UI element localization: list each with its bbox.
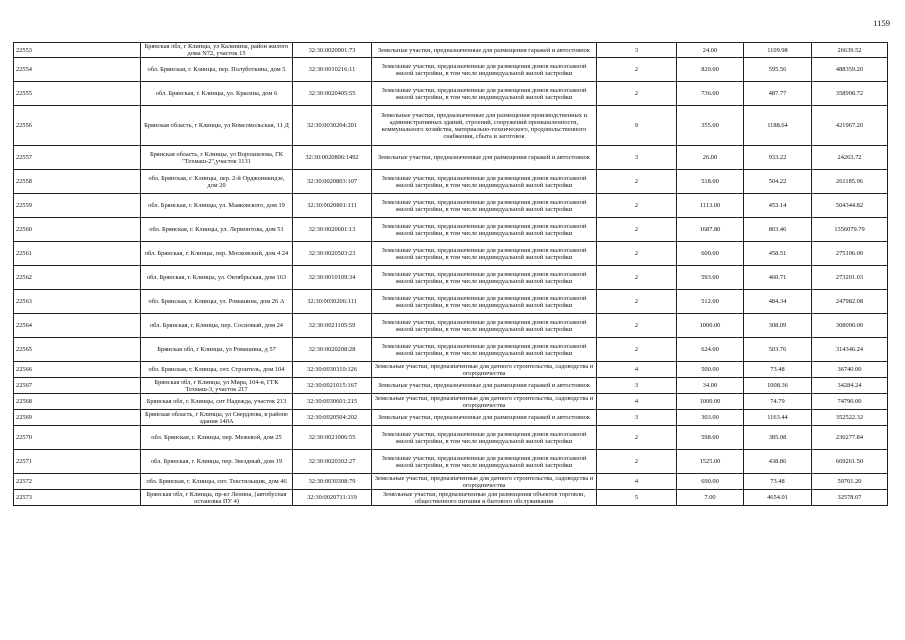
- area-cell: 1000.00: [677, 314, 744, 338]
- permitted-use-cell: Земельные участки, предназначенные для дачного строительства, садоводства и огородничества: [372, 474, 597, 490]
- cadastral-number-cell: 32:30:0010216:11: [293, 58, 372, 82]
- cadastral-number-cell: 32:30:0020803:107: [293, 170, 372, 194]
- permitted-use-cell: Земельные участки, предназначенные для размещения домов малоэтажной жилой застройки, в том числе индивидуальной жилой застройки: [372, 82, 597, 106]
- table-row: [14, 194, 888, 218]
- address-cell: обл. Брянская, г. Клинцы, ул. Красина, дом 6: [141, 82, 293, 106]
- table-row: [14, 58, 888, 82]
- address-cell: обл. Брянская, г. Клинцы, пер. Московский, дом 4 24: [141, 242, 293, 266]
- row-number-cell: 22556: [14, 106, 141, 146]
- area-cell: 598.00: [677, 426, 744, 450]
- permitted-use-cell: Земельные участки, предназначенные для размещения гаражей и автостоянок: [372, 378, 597, 394]
- area-cell: 355.00: [677, 106, 744, 146]
- specific-value-cell: 453.14: [744, 194, 812, 218]
- cadastral-number-cell: 32:30:0020504:202: [293, 410, 372, 426]
- specific-value-cell: 308.09: [744, 314, 812, 338]
- cadastral-value-cell: 32578.07: [812, 490, 888, 506]
- row-number-cell: 22554: [14, 58, 141, 82]
- use-group-cell: 2: [597, 338, 677, 362]
- row-number-cell: 22563: [14, 290, 141, 314]
- specific-value-cell: 460.71: [744, 266, 812, 290]
- cadastral-value-cell: 488359.20: [812, 58, 888, 82]
- cadastral-value-cell: 24263.72: [812, 146, 888, 170]
- address-cell: обл. Брянская, г. Клинцы, пер. Полуботкина, дом 5: [141, 58, 293, 82]
- use-group-cell: 9: [597, 106, 677, 146]
- cadastral-value-cell: 275106.00: [812, 242, 888, 266]
- cadastral-value-cell: 34284.24: [812, 378, 888, 394]
- area-cell: 26.00: [677, 146, 744, 170]
- address-cell: обл. Брянская, г. Клинцы, ул. Маяковского, дом 19: [141, 194, 293, 218]
- permitted-use-cell: Земельные участки, предназначенные для размещения объектов торговли, общественного питания и бытового обслуживания: [372, 490, 597, 506]
- table-row: [14, 394, 888, 410]
- use-group-cell: 2: [597, 58, 677, 82]
- area-cell: 593.00: [677, 266, 744, 290]
- specific-value-cell: 1008.36: [744, 378, 812, 394]
- cadastral-number-cell: 32:30:0020801:111: [293, 194, 372, 218]
- specific-value-cell: 1188.64: [744, 106, 812, 146]
- permitted-use-cell: Земельные участки, предназначенные для размещения домов малоэтажной жилой застройки, в том числе индивидуальной жилой застройки: [372, 314, 597, 338]
- cadastral-number-cell: 32:30:0020503:23: [293, 242, 372, 266]
- use-group-cell: 2: [597, 242, 677, 266]
- use-group-cell: 3: [597, 146, 677, 170]
- area-cell: 1687.80: [677, 218, 744, 242]
- use-group-cell: 2: [597, 82, 677, 106]
- specific-value-cell: 73.48: [744, 474, 812, 490]
- table-row: [14, 378, 888, 394]
- cadastral-number-cell: 32:30:0020711:119: [293, 490, 372, 506]
- page-number: 1159: [873, 18, 890, 28]
- cadastral-value-cell: 26639.52: [812, 43, 888, 58]
- address-cell: обл. Брянская, г. Клинцы, пер. Межевой, дом 25: [141, 426, 293, 450]
- cadastral-number-cell: 32:30:0030310:126: [293, 362, 372, 378]
- cadastral-value-cell: 36740.00: [812, 362, 888, 378]
- permitted-use-cell: Земельные участки, предназначенные для размещения домов малоэтажной жилой застройки, в том числе индивидуальной жилой застройки: [372, 170, 597, 194]
- cadastral-value-cell: 421967.20: [812, 106, 888, 146]
- permitted-use-cell: Земельные участки, предназначенные для размещения домов малоэтажной жилой застройки, в том числе индивидуальной жилой застройки: [372, 450, 597, 474]
- cadastral-number-cell: 32:30:0020901:73: [293, 43, 372, 58]
- area-cell: 1525.00: [677, 450, 744, 474]
- specific-value-cell: 933.22: [744, 146, 812, 170]
- row-number-cell: 22560: [14, 218, 141, 242]
- area-cell: 624.00: [677, 338, 744, 362]
- specific-value-cell: 458.51: [744, 242, 812, 266]
- address-cell: Брянская обл, г Клинцы, ул Ромашина, д 57: [141, 338, 293, 362]
- area-cell: 1113.00: [677, 194, 744, 218]
- permitted-use-cell: Земельные участки, предназначенные для размещения гаражей и автостоянок: [372, 146, 597, 170]
- permitted-use-cell: Земельные участки, предназначенные для размещения домов малоэтажной жилой застройки, в том числе индивидуальной жилой застройки: [372, 338, 597, 362]
- row-number-cell: 22572: [14, 474, 141, 490]
- cadastral-value-cell: 358998.72: [812, 82, 888, 106]
- address-cell: Брянская обл, г Клинцы, пр-кт Ленина, (автобусная остановка ПУ 4): [141, 490, 293, 506]
- permitted-use-cell: Земельные участки, предназначенные для размещения домов малоэтажной жилой застройки, в том числе индивидуальной жилой застройки: [372, 290, 597, 314]
- address-cell: Брянская область, г Клинцы, ул Комсомольская, 11 Д: [141, 106, 293, 146]
- table-row: [14, 218, 888, 242]
- cadastral-number-cell: 32:30:0020806:1492: [293, 146, 372, 170]
- area-cell: 34.00: [677, 378, 744, 394]
- row-number-cell: 22569: [14, 410, 141, 426]
- address-cell: обл. Брянская, г. Клинцы, пер. 2-й Орджоникидзе, дом 20: [141, 170, 293, 194]
- address-cell: обл. Брянская, г. Клинцы, снт. Строитель, дом 104: [141, 362, 293, 378]
- cadastral-number-cell: 32:30:0021006:55: [293, 426, 372, 450]
- permitted-use-cell: Земельные участки, предназначенные для дачного строительства, садоводства и огородничества: [372, 362, 597, 378]
- use-group-cell: 2: [597, 194, 677, 218]
- cadastral-number-cell: 32:30:0021105:59: [293, 314, 372, 338]
- specific-value-cell: 595.56: [744, 58, 812, 82]
- permitted-use-cell: Земельные участки, предназначенные для размещения домов малоэтажной жилой застройки, в том числе индивидуальной жилой застройки: [372, 426, 597, 450]
- use-group-cell: 4: [597, 394, 677, 410]
- specific-value-cell: 385.08: [744, 426, 812, 450]
- use-group-cell: 4: [597, 474, 677, 490]
- use-group-cell: 4: [597, 362, 677, 378]
- table-row: [14, 146, 888, 170]
- table-row: [14, 410, 888, 426]
- row-number-cell: 22562: [14, 266, 141, 290]
- table-row: [14, 474, 888, 490]
- use-group-cell: 2: [597, 426, 677, 450]
- table-row: [14, 106, 888, 146]
- address-cell: обл. Брянская, г. Клинцы, пер. Звездный, дом 19: [141, 450, 293, 474]
- use-group-cell: 5: [597, 490, 677, 506]
- table-body: [14, 43, 888, 506]
- address-cell: обл. Брянская, г. Клинцы, ул. Ромашина, дом 26 А: [141, 290, 293, 314]
- cadastral-number-cell: 32:30:0020208:28: [293, 338, 372, 362]
- address-cell: обл. Брянская, г. Клинцы, ул. Октябрьская, дом 163: [141, 266, 293, 290]
- cadastral-number-cell: 32:30:0020601:13: [293, 218, 372, 242]
- table-row: [14, 43, 888, 58]
- table-row: [14, 242, 888, 266]
- row-number-cell: 22571: [14, 450, 141, 474]
- cadastral-number-cell: 32:30:0030204:201: [293, 106, 372, 146]
- use-group-cell: 3: [597, 43, 677, 58]
- cadastral-value-cell: 314346.24: [812, 338, 888, 362]
- permitted-use-cell: Земельные участки, предназначенные для размещения домов малоэтажной жилой застройки, в том числе индивидуальной жилой застройки: [372, 266, 597, 290]
- permitted-use-cell: Земельные участки, предназначенные для размещения домов малоэтажной жилой застройки, в том числе индивидуальной жилой застройки: [372, 242, 597, 266]
- address-cell: Брянская обл, г Клинцы, ул Калинина, район жилого дома N72, участок 15: [141, 43, 293, 58]
- row-number-cell: 22568: [14, 394, 141, 410]
- cadastral-value-cell: 352522.32: [812, 410, 888, 426]
- permitted-use-cell: Земельные участки, предназначенные для размещения гаражей и автостоянок: [372, 43, 597, 58]
- cadastral-value-cell: 1356079.79: [812, 218, 888, 242]
- row-number-cell: 22558: [14, 170, 141, 194]
- cadastral-number-cell: 32:30:0020302:27: [293, 450, 372, 474]
- use-group-cell: 2: [597, 450, 677, 474]
- specific-value-cell: 4654.01: [744, 490, 812, 506]
- specific-value-cell: 438.86: [744, 450, 812, 474]
- cadastral-value-cell: 261185.96: [812, 170, 888, 194]
- cadastral-number-cell: 32:30:0030206:111: [293, 290, 372, 314]
- address-cell: обл. Брянская, г. Клинцы, снт. Текстильщик, дом 46: [141, 474, 293, 490]
- land-valuation-table: [13, 42, 888, 506]
- table-row: [14, 290, 888, 314]
- address-cell: Брянская обл, г Клинцы, ул Мира, 104-в, ГГК Техмаш-3, участок 217: [141, 378, 293, 394]
- area-cell: 512.00: [677, 290, 744, 314]
- permitted-use-cell: Земельные участки, предназначенные для размещения производственных и административных зданий, строений, сооружений промышленности, коммунального хозяйства, материально-технического, продовольственного снабжения, сбыта и заготовок: [372, 106, 597, 146]
- area-cell: 303.00: [677, 410, 744, 426]
- cadastral-value-cell: 247982.08: [812, 290, 888, 314]
- address-cell: Брянская область, г Клинцы, ул Свердлова, в районе здания 140А: [141, 410, 293, 426]
- row-number-cell: 22557: [14, 146, 141, 170]
- permitted-use-cell: Земельные участки, предназначенные для размещения домов малоэтажной жилой застройки, в том числе индивидуальной жилой застройки: [372, 218, 597, 242]
- cadastral-number-cell: 32:30:0030308:79: [293, 474, 372, 490]
- row-number-cell: 22567: [14, 378, 141, 394]
- row-number-cell: 22559: [14, 194, 141, 218]
- cadastral-value-cell: 669261.50: [812, 450, 888, 474]
- use-group-cell: 2: [597, 218, 677, 242]
- row-number-cell: 22566: [14, 362, 141, 378]
- specific-value-cell: 803.46: [744, 218, 812, 242]
- use-group-cell: 2: [597, 314, 677, 338]
- specific-value-cell: 1109.98: [744, 43, 812, 58]
- permitted-use-cell: Земельные участки, предназначенные для размещения домов малоэтажной жилой застройки, в том числе индивидуальной жилой застройки: [372, 58, 597, 82]
- cadastral-number-cell: 32:30:0010109:34: [293, 266, 372, 290]
- area-cell: 690.00: [677, 474, 744, 490]
- area-cell: 1000.00: [677, 394, 744, 410]
- area-cell: 820.00: [677, 58, 744, 82]
- permitted-use-cell: Земельные участки, предназначенные для размещения домов малоэтажной жилой застройки, в том числе индивидуальной жилой застройки: [372, 194, 597, 218]
- cadastral-value-cell: 504344.82: [812, 194, 888, 218]
- cadastral-value-cell: 273201.03: [812, 266, 888, 290]
- table-row: [14, 338, 888, 362]
- row-number-cell: 22555: [14, 82, 141, 106]
- use-group-cell: 3: [597, 410, 677, 426]
- area-cell: 24.00: [677, 43, 744, 58]
- row-number-cell: 22565: [14, 338, 141, 362]
- area-cell: 500.00: [677, 362, 744, 378]
- specific-value-cell: 503.76: [744, 338, 812, 362]
- row-number-cell: 22553: [14, 43, 141, 58]
- table-row: [14, 82, 888, 106]
- cadastral-value-cell: 50701.20: [812, 474, 888, 490]
- use-group-cell: 2: [597, 266, 677, 290]
- address-cell: обл. Брянская, г. Клинцы, пер. Сосновый, дом 24: [141, 314, 293, 338]
- row-number-cell: 22570: [14, 426, 141, 450]
- specific-value-cell: 1163.44: [744, 410, 812, 426]
- area-cell: 600.00: [677, 242, 744, 266]
- address-cell: Брянская область, г Клинцы, ул Ворошилова, ГК "Техмаш-2",участок 1131: [141, 146, 293, 170]
- table-row: [14, 170, 888, 194]
- specific-value-cell: 74.79: [744, 394, 812, 410]
- permitted-use-cell: Земельные участки, предназначенные для дачного строительства, садоводства и огородничества: [372, 394, 597, 410]
- table-row: [14, 426, 888, 450]
- specific-value-cell: 73.48: [744, 362, 812, 378]
- table-row: [14, 266, 888, 290]
- cadastral-number-cell: 32:30:0021015:167: [293, 378, 372, 394]
- cadastral-value-cell: 308090.00: [812, 314, 888, 338]
- cadastral-value-cell: 74790.00: [812, 394, 888, 410]
- area-cell: 736.00: [677, 82, 744, 106]
- table-row: [14, 490, 888, 506]
- address-cell: Брянская обл, г. Клинцы, снт Надежда, участок 213: [141, 394, 293, 410]
- row-number-cell: 22573: [14, 490, 141, 506]
- specific-value-cell: 504.22: [744, 170, 812, 194]
- row-number-cell: 22561: [14, 242, 141, 266]
- area-cell: 7.00: [677, 490, 744, 506]
- cadastral-value-cell: 230277.84: [812, 426, 888, 450]
- row-number-cell: 22564: [14, 314, 141, 338]
- permitted-use-cell: Земельные участки, предназначенные для размещения гаражей и автостоянок: [372, 410, 597, 426]
- table-row: [14, 362, 888, 378]
- use-group-cell: 2: [597, 290, 677, 314]
- use-group-cell: 2: [597, 170, 677, 194]
- specific-value-cell: 484.34: [744, 290, 812, 314]
- address-cell: обл. Брянская, г. Клинцы, ул. Лермонтова, дом 51: [141, 218, 293, 242]
- use-group-cell: 3: [597, 378, 677, 394]
- cadastral-number-cell: 32:30:0030601:215: [293, 394, 372, 410]
- area-cell: 518.00: [677, 170, 744, 194]
- table-row: [14, 314, 888, 338]
- table-row: [14, 450, 888, 474]
- cadastral-number-cell: 32:30:0020405:55: [293, 82, 372, 106]
- specific-value-cell: 487.77: [744, 82, 812, 106]
